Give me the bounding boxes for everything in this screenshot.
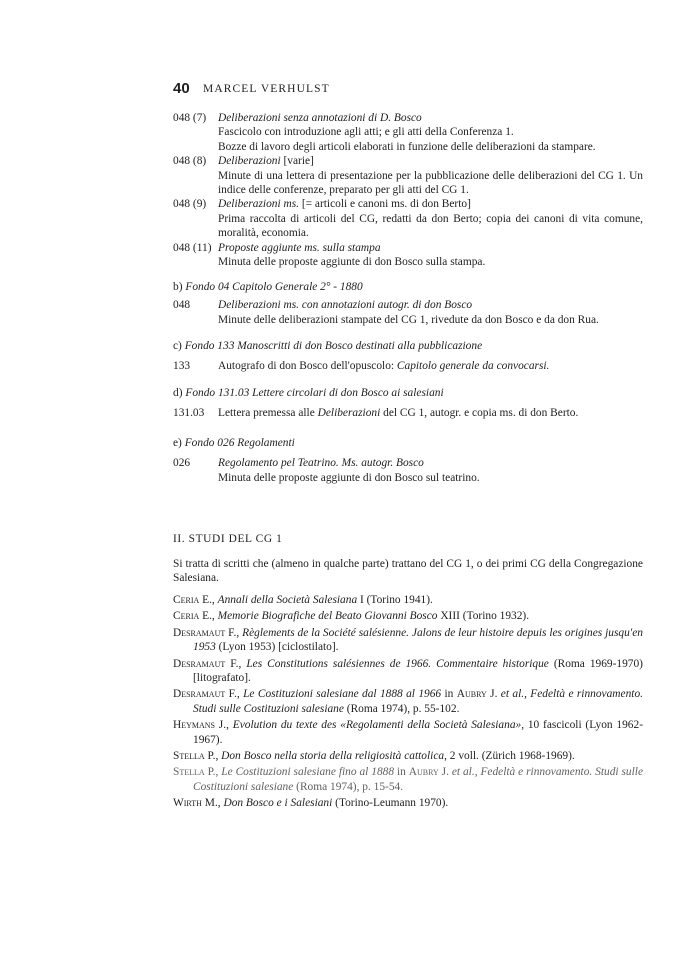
ref-initial: J.,	[215, 719, 233, 732]
ref-author: Aubry	[408, 766, 439, 779]
ref-initial: J.	[438, 766, 452, 779]
ref-author: Aubry	[456, 688, 487, 701]
ref-author: Stella	[173, 766, 205, 779]
section-heading: II. STUDI DEL CG 1	[173, 533, 283, 545]
ref-details: XIII (Torino 1932).	[437, 610, 530, 623]
fondo-e	[173, 436, 643, 485]
entry-code: 048 (11)	[173, 241, 212, 254]
ref-initial: F.,	[225, 626, 243, 639]
studi-intro	[173, 557, 643, 586]
ref-title: Memorie Biografiche del Beato Giovanni Bosco	[217, 610, 438, 623]
entry-line: Fascicolo con introduzione agli atti; e gli atti della Conferenza 1.	[218, 126, 514, 139]
ref-initial: J.	[486, 688, 501, 701]
ref-title: Don Bosco nella storia della religiosità cattolica	[221, 750, 445, 763]
entry-code: 048 (8)	[173, 155, 207, 168]
archive-entries-048	[173, 111, 643, 269]
entry-title: Deliberazioni	[218, 155, 281, 168]
ref-author: Wirth	[173, 797, 202, 810]
ref-initial: F.,	[225, 688, 244, 701]
bibliography-entry	[173, 796, 643, 810]
ref-details: , 2 voll. (Zürich 1968-1969).	[444, 750, 575, 763]
ref-initial: M.,	[201, 797, 224, 810]
ref-initial: P.,	[204, 766, 222, 779]
bibliography-entry	[173, 718, 643, 747]
ref-author: Ceria	[173, 594, 200, 606]
entry-code: 048	[173, 299, 191, 312]
ref-author: Desramaut	[173, 688, 226, 701]
fondo-d	[173, 386, 643, 421]
entry-048-7	[173, 111, 643, 154]
bibliography-entry	[173, 765, 643, 794]
entry-description: Minute di una lettera di presentazione per la pubblicazione delle deliberazioni del CG 1. Un indice delle conferenze, preparato per gli atti del CG 1.	[218, 169, 643, 197]
ref-connector: in	[441, 688, 457, 701]
entry-description: Prima raccolta di articoli del CG, redatti da don Berto; copia dei canoni di vita comune, moralità, economia.	[218, 212, 643, 240]
running-head: MARCEL VERHULST	[203, 83, 330, 95]
fondo-title: Fondo 131.03 Lettere circolari di don Bosco ai salesiani	[185, 387, 444, 399]
entry-fondo-c: 133 Autografo di don Bosco dell'opuscolo: Capitolo generale da convocarsi.	[173, 360, 550, 373]
ref-author: Heymans	[173, 719, 216, 732]
ref-title: Evolution du texte des «Regolamenti della Società Salesiana»	[232, 719, 522, 732]
ref-details: (Roma 1974), p. 55-102.	[343, 702, 460, 715]
entry-title: Regolamento pel Teatrino. Ms. autogr. Bosco	[218, 457, 424, 470]
entry-048-9	[173, 197, 643, 240]
ref-author: Desramaut	[173, 657, 226, 670]
ref-title: Le Costituzioni salesiane fino al 1888	[221, 766, 395, 779]
bibliography-entry	[173, 593, 643, 607]
ref-details: (Torino-Leumann 1970).	[332, 797, 449, 810]
ref-initial: F.,	[225, 657, 247, 670]
bibliography-entry	[173, 657, 643, 686]
bibliography-entry	[173, 609, 643, 623]
ref-title: et al., Fedeltà e rinnovamento. Studi sulle Costituzioni salesiane	[193, 766, 643, 793]
entry-code: 048 (9)	[173, 198, 207, 211]
studi-section	[173, 532, 643, 546]
entry-line: Minuta delle proposte aggiunte di don Bosco sulla stampa.	[218, 256, 486, 269]
fondo-heading: c) Fondo 133 Manoscritti di don Bosco destinati alla pubblicazione	[173, 340, 483, 352]
fondo-heading: d) Fondo 131.03 Lettere circolari di don Bosco ai salesiani	[173, 387, 444, 399]
page-header	[173, 80, 643, 102]
entry-fondo-d: 131.03 Lettera premessa alle Deliberazioni del CG 1, autogr. e copia ms. di don Berto.	[173, 407, 579, 420]
bibliography-entry	[173, 687, 643, 716]
entry-code: 131.03	[173, 407, 205, 420]
ref-title: Règlements de la Société salésienne. Jalons de leur histoire depuis les origines jusqu'en 1953	[193, 626, 643, 654]
entry-fondo-b	[173, 298, 643, 327]
bibliography-list	[173, 593, 643, 813]
ref-initial: E.,	[199, 610, 218, 623]
entry-line: Minuta delle proposte aggiunte di don Bosco sul teatrino.	[218, 471, 480, 484]
entry-title-suffix: [varie]	[280, 155, 314, 168]
intro-paragraph: Si tratta di scritti che (almeno in qualche parte) trattano del CG 1, o dei primi CG della Congregazione Salesiana.	[173, 558, 643, 585]
ref-author: Desramaut	[173, 626, 226, 639]
ref-title: Les Constitutions salésiennes de 1966. Commentaire historique	[246, 657, 549, 670]
fondo-title: Fondo 133 Manoscritti di don Bosco destinati alla pubblicazione	[184, 340, 483, 352]
ref-author: Ceria	[173, 610, 200, 623]
fondo-b	[173, 280, 643, 327]
entry-line: Bozze di lavoro degli articoli elaborati in funzione delle deliberazioni da stampare.	[218, 140, 596, 153]
entry-line: Minute delle deliberazioni stampate del CG 1, rivedute da don Bosco e da don Rua.	[218, 313, 599, 326]
entry-code: 133	[173, 360, 191, 373]
entry-title-suffix: [= articoli e canoni ms. di don Berto]	[299, 198, 471, 211]
entry-title: Deliberazioni senza annotazioni di D. Bosco	[218, 112, 422, 124]
entry-title: Proposte aggiunte ms. sulla stampa	[218, 241, 381, 254]
ref-title: Annali della Società Salesiana	[217, 594, 358, 606]
ref-details: (Roma 1974), p. 15-54.	[293, 780, 404, 793]
ref-title: Le Costituzioni salesiane dal 1888 al 1966	[243, 688, 442, 701]
entry-title: Capitolo generale da convocarsi.	[396, 360, 550, 373]
bibliography-entry	[173, 749, 643, 763]
ref-details: , 10 fascicoli (Lyon 1962-1967).	[193, 719, 643, 746]
ref-connector: in	[394, 766, 409, 779]
ref-details: (Roma 1969-1970) [litografato].	[193, 657, 643, 685]
entry-048-11	[173, 241, 643, 270]
fondo-heading: b) Fondo 04 Capitolo Generale 2° - 1880	[173, 281, 363, 293]
entry-title: Deliberazioni	[317, 407, 381, 420]
bibliography-entry	[173, 626, 643, 655]
ref-title: Don Bosco e i Salesiani	[223, 797, 333, 810]
ref-author: Stella	[173, 750, 205, 763]
ref-title: et al., Fedeltà e rinnovamento. Studi sulle Costituzioni salesiane	[193, 688, 643, 715]
ref-initial: E.,	[199, 594, 218, 606]
entry-title: Deliberazioni ms.	[218, 198, 299, 211]
page-number: 40	[173, 80, 190, 97]
ref-details: I (Torino 1941).	[357, 594, 433, 606]
entry-code: 026	[173, 457, 191, 470]
fondo-c	[173, 339, 643, 374]
fondo-title: Fondo 04 Capitolo Generale 2° - 1880	[185, 281, 363, 293]
entry-fondo-e	[173, 456, 643, 485]
ref-details: (Lyon 1953) [ciclostilato].	[215, 641, 339, 654]
entry-title: Deliberazioni ms. con annotazioni autogr. di don Bosco	[218, 299, 473, 312]
entry-048-8	[173, 154, 643, 197]
entry-code: 048 (7)	[173, 112, 207, 124]
fondo-title: Fondo 026 Regolamenti	[184, 437, 295, 449]
ref-initial: P.,	[204, 750, 222, 763]
fondo-heading: e) Fondo 026 Regolamenti	[173, 437, 295, 449]
